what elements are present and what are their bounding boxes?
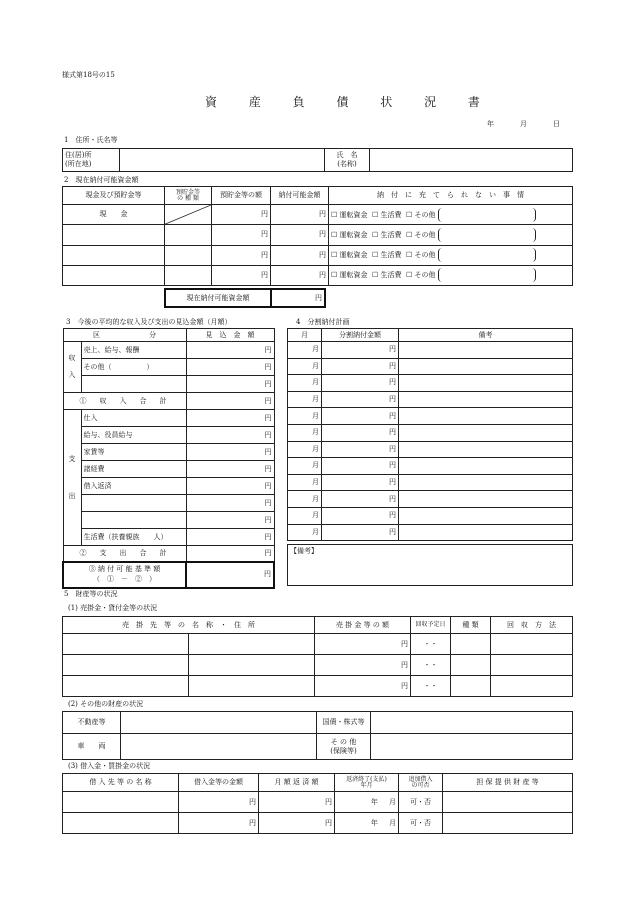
expense-item: 借入返済: [81, 478, 186, 495]
recv-address[interactable]: [189, 634, 315, 655]
installment-amount[interactable]: 円: [322, 491, 399, 508]
checkbox-living[interactable]: ☐ 生活費: [371, 271, 402, 280]
funds-header-type: 現金及び預貯金等: [63, 187, 165, 205]
recv-header-kind: 種 類: [451, 617, 491, 634]
recv-kind[interactable]: [451, 634, 491, 655]
income-expense-table: [62, 328, 275, 589]
recv-due[interactable]: ・・: [411, 676, 451, 697]
expense-char-2: 出: [68, 491, 76, 500]
recv-method[interactable]: [491, 634, 573, 655]
amount-cell[interactable]: 円: [212, 225, 271, 245]
loan-end-month: 月: [389, 797, 396, 806]
recv-name[interactable]: [63, 655, 189, 676]
loan-end-year: 年: [370, 797, 378, 806]
recv-method[interactable]: [491, 676, 573, 697]
cash-label: 現 金: [63, 205, 165, 225]
expense-item[interactable]: [81, 512, 186, 529]
realestate-label: 不動産等: [63, 712, 121, 734]
section5-heading: 5 財産等の状況: [64, 590, 118, 598]
form-id: 様式第18号の15: [62, 71, 115, 79]
receivables-table: [62, 616, 573, 697]
other-assets-table: [62, 711, 573, 760]
funds-total-table: [164, 288, 326, 308]
checkbox-living[interactable]: ☐ 生活費: [371, 210, 402, 219]
checkbox-other[interactable]: ☐ その他: [405, 230, 436, 239]
subsection1-heading: (1) 売掛金・貸付金等の状況: [68, 604, 158, 612]
loan-monthly[interactable]: 円: [259, 792, 335, 813]
recv-header-amount: 売 掛 金 等 の 額: [315, 617, 411, 634]
installment-month[interactable]: 月: [288, 342, 322, 359]
installment-month[interactable]: 月: [288, 507, 322, 524]
installment-month[interactable]: 月: [288, 391, 322, 408]
installment-note[interactable]: [399, 375, 573, 392]
recv-address[interactable]: [189, 676, 315, 697]
loan-end[interactable]: [335, 813, 399, 834]
installment-note[interactable]: [399, 458, 573, 475]
loan-name[interactable]: [63, 813, 179, 834]
loan-collateral[interactable]: [443, 813, 573, 834]
installment-amount[interactable]: 円: [322, 391, 399, 408]
address-table: [62, 148, 573, 172]
payable-cell[interactable]: 円: [271, 245, 329, 265]
loan-yesno[interactable]: 可・否: [399, 792, 443, 813]
other-assets-field[interactable]: [371, 734, 573, 760]
loan-end-line2: 年月: [360, 781, 373, 789]
bonds-field[interactable]: [371, 712, 573, 734]
loan-end-line1: 返済終了(支払): [346, 775, 387, 783]
loan-monthly[interactable]: 円: [259, 813, 335, 834]
name-label: 氏 名: [336, 151, 358, 159]
installment-amount[interactable]: 円: [322, 408, 399, 425]
recv-kind[interactable]: [451, 655, 491, 676]
type-cell[interactable]: [63, 245, 165, 265]
installment-header-month: 月: [288, 329, 322, 342]
kind-cell[interactable]: [165, 225, 212, 245]
loan-name[interactable]: [63, 792, 179, 813]
income-amount[interactable]: 円: [186, 359, 274, 376]
payable-cell[interactable]: 円: [271, 265, 329, 285]
kind-cell[interactable]: [165, 245, 212, 265]
recv-name[interactable]: [63, 676, 189, 697]
other-assets-label: [317, 734, 371, 760]
base-amount-line1: ③ 納 付 可 能 基 準 額: [88, 565, 161, 573]
address-label: 住(居)所: [65, 151, 92, 159]
installment-note[interactable]: [399, 474, 573, 491]
expense-amount[interactable]: 円: [186, 529, 274, 546]
funds-total-label: 現在納付可能資金額: [165, 289, 271, 307]
income-amount[interactable]: 円: [186, 376, 274, 393]
installment-table: [287, 328, 573, 541]
section4-heading: 4 分割納付計画: [296, 318, 350, 326]
payable-cell[interactable]: 円: [271, 205, 329, 225]
recv-address[interactable]: [189, 655, 315, 676]
kind-label-2: の 種 類: [177, 194, 199, 202]
base-amount-label: [63, 562, 186, 588]
realestate-field[interactable]: [121, 712, 317, 734]
installment-note[interactable]: [399, 342, 573, 359]
date-month: 月: [520, 120, 527, 128]
kind-diagonal-cell: [165, 205, 212, 225]
installment-month[interactable]: 月: [288, 474, 322, 491]
recv-name[interactable]: [63, 634, 189, 655]
expense-item: 給与、役員給与: [81, 427, 186, 444]
installment-month[interactable]: 月: [288, 524, 322, 541]
address-field[interactable]: [120, 149, 325, 172]
installment-note[interactable]: [399, 424, 573, 441]
expense-amount[interactable]: 円: [186, 427, 274, 444]
installment-amount[interactable]: 円: [322, 507, 399, 524]
expense-amount[interactable]: 円: [186, 512, 274, 529]
reason-cell: [329, 245, 573, 265]
loan-header-name: 借 入 先 等 の 名 称: [63, 774, 179, 792]
checkbox-funds[interactable]: ☐ 運転資金: [331, 271, 368, 280]
loan-amount[interactable]: 円: [179, 792, 259, 813]
funds-header-amount: 預貯金等の額: [212, 187, 271, 205]
section1-heading: 1 住所・氏名等: [64, 136, 118, 144]
income-char-2: 入: [68, 371, 76, 379]
installment-amount[interactable]: 円: [322, 474, 399, 491]
recv-amount[interactable]: 円: [315, 676, 411, 697]
recv-header-method: 回 収 方 法: [491, 617, 573, 634]
loan-end[interactable]: [335, 792, 399, 813]
expense-amount[interactable]: 円: [186, 444, 274, 461]
installment-month[interactable]: 月: [288, 491, 322, 508]
date-year: 年: [487, 120, 494, 128]
funds-table: [62, 186, 573, 286]
date-day: 日: [553, 120, 560, 128]
loan-end-month: 月: [389, 818, 396, 827]
recv-kind[interactable]: [451, 676, 491, 697]
section2-heading: 2 現在納付可能資金額: [64, 176, 139, 184]
recv-due[interactable]: ・・: [411, 655, 451, 676]
installment-note[interactable]: [399, 491, 573, 508]
installment-month[interactable]: 月: [288, 441, 322, 458]
expense-item[interactable]: [81, 495, 186, 512]
loan-add-line1: 追加借入: [408, 775, 433, 783]
expense-amount[interactable]: 円: [186, 495, 274, 512]
expense-item: 生活費（扶養親族 人）: [81, 529, 186, 546]
checkbox-living[interactable]: ☐ 生活費: [371, 230, 402, 239]
amount-cell[interactable]: 円: [212, 205, 271, 225]
income-total-amount[interactable]: 円: [186, 393, 274, 410]
installment-amount[interactable]: 円: [322, 441, 399, 458]
installment-month[interactable]: 月: [288, 458, 322, 475]
name-field[interactable]: [370, 149, 573, 172]
checkbox-living[interactable]: ☐ 生活費: [371, 251, 402, 260]
expense-total-amount[interactable]: 円: [186, 546, 274, 562]
checkbox-other[interactable]: ☐ その他: [405, 271, 436, 280]
kind-label: 預貯金等: [175, 188, 200, 196]
type-cell[interactable]: [63, 225, 165, 245]
loan-header-additional: [399, 774, 443, 792]
installment-amount[interactable]: 円: [322, 524, 399, 541]
reason-bracket[interactable]: [438, 208, 536, 222]
base-amount-value[interactable]: 円: [186, 562, 274, 588]
loan-header-amount: 借入金等の金額: [179, 774, 259, 792]
insurance-label: (保険等): [330, 746, 357, 755]
checkbox-funds[interactable]: ☐ 運転資金: [331, 230, 368, 239]
other-label: そ の 他: [330, 737, 357, 746]
expense-vertical-label: [63, 410, 81, 546]
expense-item: 仕入: [81, 410, 186, 427]
recv-header-name: 売 掛 先 等 の 名 称 ・ 住 所: [63, 617, 315, 634]
vehicle-field[interactable]: [121, 734, 317, 760]
installment-month[interactable]: 月: [288, 424, 322, 441]
section3-heading: 3 今後の平均的な収入及び支出の見込金額（月額）: [66, 318, 232, 326]
name-label-cell: [325, 149, 370, 172]
recv-method[interactable]: [491, 655, 573, 676]
expense-item: 家賃等: [81, 444, 186, 461]
base-amount-line2: （ ① － ② ）: [93, 575, 156, 583]
recv-header-due: 回収予定日: [411, 617, 451, 634]
reason-cell: [329, 225, 573, 245]
reason-bracket[interactable]: [438, 248, 536, 262]
ie-header-category: 区 分: [63, 329, 186, 342]
income-total-label: ① 収 入 合 計: [63, 393, 186, 410]
ie-header-amount: 見 込 金 額: [186, 329, 274, 342]
installment-amount[interactable]: 円: [322, 375, 399, 392]
funds-total-value[interactable]: 円: [271, 289, 325, 307]
installment-amount[interactable]: 円: [322, 358, 399, 375]
checkbox-other[interactable]: ☐ その他: [405, 210, 436, 219]
expense-item: 諸経費: [81, 461, 186, 478]
income-item: その他（ ）: [81, 359, 186, 376]
payable-cell[interactable]: 円: [271, 225, 329, 245]
installment-note[interactable]: [399, 507, 573, 524]
loan-add-line2: の可否: [411, 781, 430, 789]
installment-header-amount: 分割納付金額: [322, 329, 399, 342]
funds-header-kind: [165, 187, 212, 205]
vehicle-label: 車 両: [63, 734, 121, 760]
bonds-label: 国債・株式等: [317, 712, 371, 734]
expense-amount[interactable]: 円: [186, 410, 274, 427]
loan-header-collateral: 担 保 提 供 財 産 等: [443, 774, 573, 792]
loan-header-monthly: 月 額 返 済 額: [259, 774, 335, 792]
installment-month[interactable]: 月: [288, 358, 322, 375]
funds-header-reason: 納 付 に 充 て ら れ な い 事 情: [329, 187, 573, 205]
location-label: (所在地): [65, 160, 92, 168]
loan-end-year: 年: [370, 818, 378, 827]
amount-cell[interactable]: 円: [212, 245, 271, 265]
page-title: 資 産 負 債 状 況 書: [205, 95, 494, 109]
income-item[interactable]: [81, 376, 186, 393]
kind-cell[interactable]: [165, 265, 212, 285]
expense-amount[interactable]: 円: [186, 478, 274, 495]
checkbox-other[interactable]: ☐ その他: [405, 251, 436, 260]
checkbox-funds[interactable]: ☐ 運転資金: [331, 210, 368, 219]
remarks-box[interactable]: [288, 545, 573, 586]
installment-month[interactable]: 月: [288, 375, 322, 392]
income-char-1: 収: [68, 354, 76, 363]
installment-amount[interactable]: 円: [322, 458, 399, 475]
installment-note[interactable]: [399, 358, 573, 375]
installment-header-note: 備考: [399, 329, 573, 342]
loans-table: [62, 773, 573, 834]
income-item: 売上、給与、報酬: [81, 342, 186, 359]
recv-due[interactable]: ・・: [411, 634, 451, 655]
installment-month[interactable]: 月: [288, 408, 322, 425]
expense-char-1: 支: [68, 454, 76, 463]
address-label-cell: [63, 149, 120, 172]
loan-collateral[interactable]: [443, 792, 573, 813]
reason-bracket[interactable]: [438, 228, 536, 242]
income-amount[interactable]: 円: [186, 342, 274, 359]
expense-total-label: ② 支 出 合 計: [63, 546, 186, 562]
remarks-label: 【備考】: [290, 547, 318, 555]
installment-note[interactable]: [399, 441, 573, 458]
amount-cell[interactable]: 円: [212, 265, 271, 285]
reason-bracket[interactable]: [438, 268, 536, 282]
subsection2-heading: (2) その他の財産の状況: [68, 700, 144, 708]
reason-cell: [329, 205, 573, 225]
loan-yesno[interactable]: 可・否: [399, 813, 443, 834]
installment-amount[interactable]: 円: [322, 424, 399, 441]
installment-note[interactable]: [399, 524, 573, 541]
subsection3-heading: (3) 借入金・買掛金の状況: [68, 762, 151, 770]
installment-note[interactable]: [399, 391, 573, 408]
expense-amount[interactable]: 円: [186, 461, 274, 478]
installment-amount[interactable]: 円: [322, 342, 399, 359]
type-cell[interactable]: [63, 265, 165, 285]
income-vertical-label: [63, 342, 81, 393]
recv-amount[interactable]: 円: [315, 655, 411, 676]
corp-name-label: (名称): [337, 160, 357, 168]
funds-header-payable: 納付可能金額: [271, 187, 329, 205]
checkbox-funds[interactable]: ☐ 運転資金: [331, 251, 368, 260]
reason-cell: [329, 265, 573, 285]
installment-note[interactable]: [399, 408, 573, 425]
recv-amount[interactable]: 円: [315, 634, 411, 655]
loan-header-end: [335, 774, 399, 792]
remarks-table: [287, 544, 573, 586]
loan-amount[interactable]: 円: [179, 813, 259, 834]
